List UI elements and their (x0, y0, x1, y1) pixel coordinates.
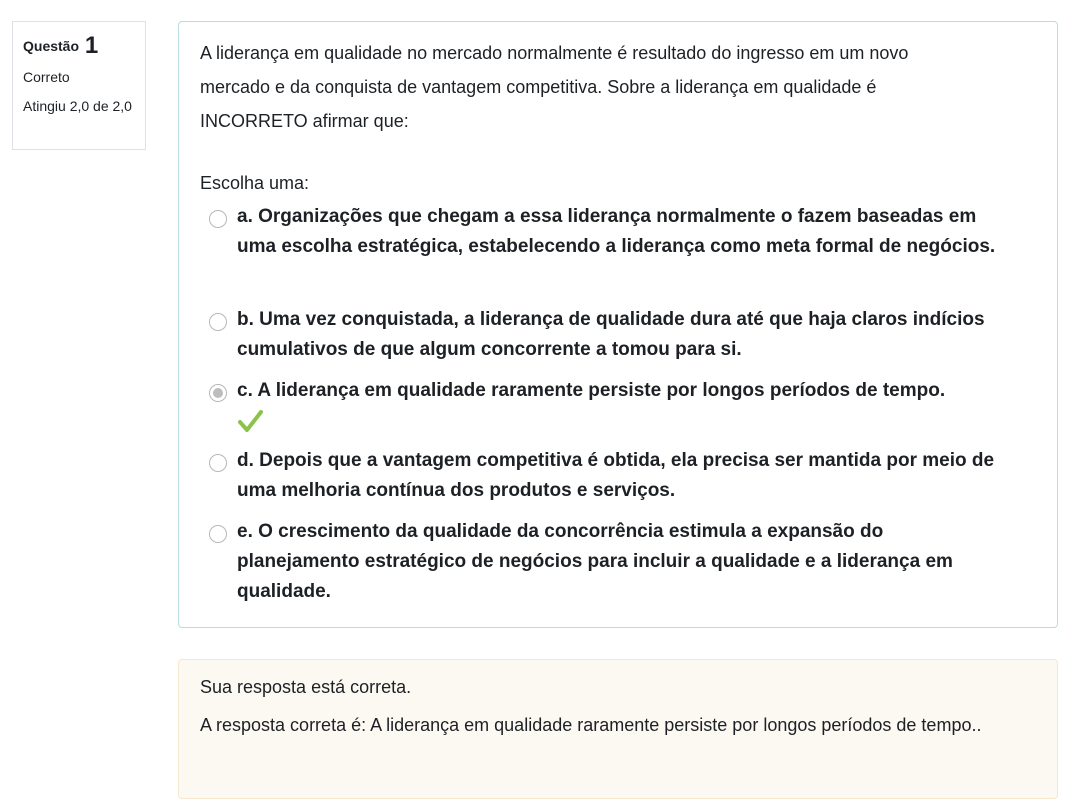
question-state: Correto (23, 69, 70, 85)
option-label[interactable]: d. Depois que a vantagem competitiva é obtida, ela precisa ser mantida por meio de uma melhoria contínua dos produtos e serviços. (237, 450, 995, 501)
feedback-panel (178, 659, 1058, 799)
question-number (23, 33, 135, 59)
question-text: A liderança em qualidade no mercado normalmente é resultado do ingresso em um novo mercado e da conquista de vantagem competitiva. Sobre a liderança em qualidade é INCORRETO afirmar que: (200, 43, 909, 131)
question-number-value: 1 (84, 32, 99, 59)
radio-button[interactable] (209, 525, 227, 543)
radio-button[interactable] (209, 313, 227, 331)
option-label[interactable]: e. O crescimento da qualidade da concorrência estimula a expansão do planejamento estratégico de negócios para incluir a qualidade e a liderança em qualidade. (237, 521, 953, 602)
question-label: Questão (23, 38, 80, 54)
radio-button[interactable] (209, 454, 227, 472)
question-formulation (178, 21, 1058, 628)
correct-answer-text: A resposta correta é: A liderança em qualidade raramente persiste por longos períodos de tempo.. (200, 715, 982, 735)
radio-button-selected[interactable] (209, 384, 227, 402)
option-label[interactable]: b. Uma vez conquistada, a liderança de qualidade dura até que haja claros indícios cumulativos de que algum concorrente a tomou para si. (237, 309, 985, 360)
option-label[interactable]: a. Organizações que chegam a essa liderança normalmente o fazem baseadas em uma escolha estratégica, estabelecendo a liderança como meta formal de negócios. (237, 206, 996, 257)
feedback-status: Sua resposta está correta. (200, 677, 412, 697)
radio-button[interactable] (209, 210, 227, 228)
option-label[interactable]: c. A liderança em qualidade raramente persiste por longos períodos de tempo. (237, 380, 946, 401)
answer-prompt: Escolha uma: (200, 173, 310, 193)
check-icon (236, 407, 264, 435)
question-grade: Atingiu 2,0 de 2,0 (23, 98, 132, 114)
question-info-panel (12, 21, 146, 150)
